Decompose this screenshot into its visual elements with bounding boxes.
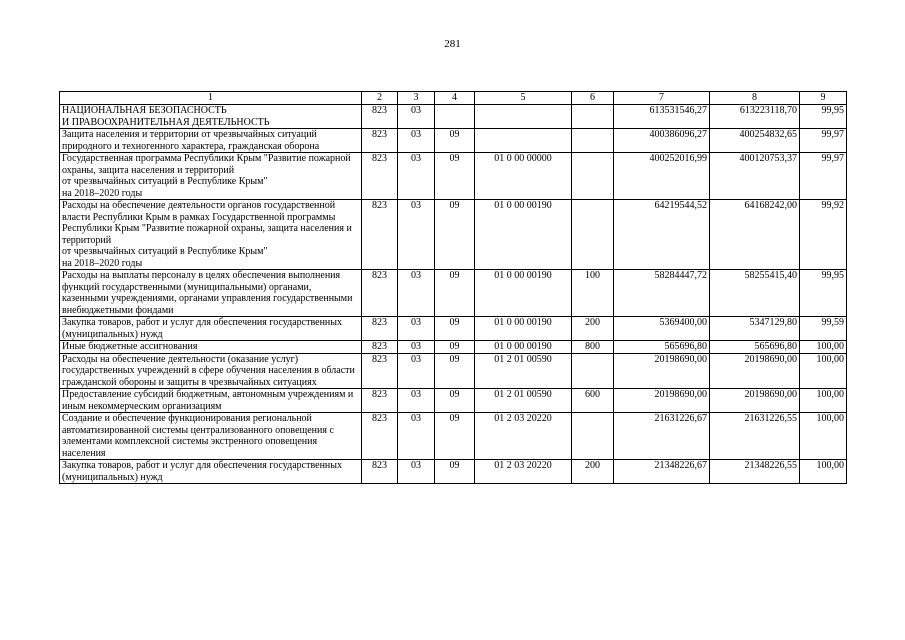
row-name-cell: Создание и обеспечение функционирования региональной автоматизированной системы централизованного оповещения с элементами комплексной системы экстренного оповещения населения [60,413,362,460]
chapter-code-cell: 823 [362,153,398,200]
row-name-cell: Закупка товаров, работ и услуг для обеспечения государственных (муниципальных) нужд [60,317,362,341]
subsection-code-cell: 09 [435,353,475,389]
table-row [60,413,847,460]
row-name-cell: Расходы на выплаты персоналу в целях обеспечения выполнения функций государственными (муниципальными) органами, казенными учреждениями, органами управления государственными внебюджетными фондами [60,270,362,317]
execution-percent-cell: 100,00 [800,460,847,484]
target-article-cell [475,105,572,129]
executed-amount-cell: 64168242,00 [710,200,800,270]
expense-type-cell: 800 [572,341,614,354]
table-row [60,389,847,413]
subsection-code-cell: 09 [435,270,475,317]
table-row [60,153,847,200]
executed-amount-cell: 565696,80 [710,341,800,354]
expense-type-cell: 100 [572,270,614,317]
row-name-cell: Государственная программа Республики Крым "Развитие пожарной охраны, защита населения и территорий от чрезвычайных ситуаций в Республике Крым" на 2018–2020 годы [60,153,362,200]
section-code-cell: 03 [398,353,435,389]
column-header: 5 [475,92,572,105]
target-article-cell: 01 2 01 00590 [475,389,572,413]
approved-amount-cell: 565696,80 [614,341,710,354]
chapter-code-cell: 823 [362,270,398,317]
expense-type-cell: 600 [572,389,614,413]
execution-percent-cell: 99,97 [800,129,847,153]
subsection-code-cell: 09 [435,200,475,270]
subsection-code-cell: 09 [435,153,475,200]
execution-percent-cell: 99,95 [800,105,847,129]
execution-percent-cell: 100,00 [800,353,847,389]
subsection-code-cell: 09 [435,413,475,460]
column-header: 8 [710,92,800,105]
table-row [60,270,847,317]
target-article-cell: 01 2 01 00590 [475,353,572,389]
table-row [60,317,847,341]
expense-type-cell: 200 [572,460,614,484]
section-code-cell: 03 [398,129,435,153]
executed-amount-cell: 400254832,65 [710,129,800,153]
column-header: 1 [60,92,362,105]
row-name-cell: НАЦИОНАЛЬНАЯ БЕЗОПАСНОСТЬ И ПРАВООХРАНИТЕЛЬНАЯ ДЕЯТЕЛЬНОСТЬ [60,105,362,129]
chapter-code-cell: 823 [362,129,398,153]
table-row [60,105,847,129]
chapter-code-cell: 823 [362,353,398,389]
expense-type-cell: 200 [572,317,614,341]
executed-amount-cell: 613223118,70 [710,105,800,129]
row-name-cell: Расходы на обеспечение деятельности (оказание услуг) государственных учреждений в сфере обучения населения в области гражданской обороны и защиты в чрезвычайных ситуациях [60,353,362,389]
section-code-cell: 03 [398,389,435,413]
table-row [60,341,847,354]
page-number: 281 [444,38,461,50]
executed-amount-cell: 400120753,37 [710,153,800,200]
column-header: 9 [800,92,847,105]
approved-amount-cell: 613531546,27 [614,105,710,129]
subsection-code-cell: 09 [435,129,475,153]
approved-amount-cell: 400252016,99 [614,153,710,200]
target-article-cell [475,129,572,153]
approved-amount-cell: 64219544,52 [614,200,710,270]
approved-amount-cell: 20198690,00 [614,353,710,389]
expense-type-cell [572,153,614,200]
section-code-cell: 03 [398,270,435,317]
row-name-cell: Расходы на обеспечение деятельности органов государственной власти Республики Крым в рамках Государственной программы Республики Крым "Развитие пожарной охраны, защита населения и территорий от чрезвычайных ситуаций в Республике Крым" на 2018–2020 годы [60,200,362,270]
chapter-code-cell: 823 [362,460,398,484]
executed-amount-cell: 20198690,00 [710,353,800,389]
expense-type-cell [572,413,614,460]
column-header: 7 [614,92,710,105]
section-code-cell: 03 [398,341,435,354]
execution-percent-cell: 100,00 [800,413,847,460]
target-article-cell: 01 0 00 00190 [475,317,572,341]
column-header: 2 [362,92,398,105]
column-header: 3 [398,92,435,105]
target-article-cell: 01 0 00 00190 [475,341,572,354]
section-code-cell: 03 [398,413,435,460]
chapter-code-cell: 823 [362,413,398,460]
budget-table [59,91,847,484]
table-row [60,200,847,270]
section-code-cell: 03 [398,153,435,200]
column-header: 4 [435,92,475,105]
chapter-code-cell: 823 [362,341,398,354]
table-row [60,460,847,484]
execution-percent-cell: 100,00 [800,341,847,354]
approved-amount-cell: 400386096,27 [614,129,710,153]
table-row [60,129,847,153]
expense-type-cell [572,105,614,129]
target-article-cell: 01 2 03 20220 [475,460,572,484]
section-code-cell: 03 [398,200,435,270]
table-body [60,105,847,484]
subsection-code-cell: 09 [435,460,475,484]
approved-amount-cell: 58284447,72 [614,270,710,317]
section-code-cell: 03 [398,105,435,129]
row-name-cell: Закупка товаров, работ и услуг для обеспечения государственных (муниципальных) нужд [60,460,362,484]
chapter-code-cell: 823 [362,389,398,413]
approved-amount-cell: 21631226,67 [614,413,710,460]
target-article-cell: 01 0 00 00190 [475,270,572,317]
approved-amount-cell: 5369400,00 [614,317,710,341]
subsection-code-cell: 09 [435,317,475,341]
execution-percent-cell: 100,00 [800,389,847,413]
execution-percent-cell: 99,95 [800,270,847,317]
executed-amount-cell: 20198690,00 [710,389,800,413]
execution-percent-cell: 99,92 [800,200,847,270]
expense-type-cell [572,200,614,270]
subsection-code-cell: 09 [435,389,475,413]
executed-amount-cell: 21348226,55 [710,460,800,484]
header-row [60,92,847,105]
execution-percent-cell: 99,59 [800,317,847,341]
row-name-cell: Защита населения и территории от чрезвычайных ситуаций природного и техногенного характера, гражданская оборона [60,129,362,153]
executed-amount-cell: 58255415,40 [710,270,800,317]
row-name-cell: Иные бюджетные ассигнования [60,341,362,354]
expense-type-cell [572,129,614,153]
subsection-code-cell: 09 [435,341,475,354]
executed-amount-cell: 5347129,80 [710,317,800,341]
chapter-code-cell: 823 [362,200,398,270]
row-name-cell: Предоставление субсидий бюджетным, автономным учреждениям и иным некоммерческим организациям [60,389,362,413]
expense-type-cell [572,353,614,389]
approved-amount-cell: 20198690,00 [614,389,710,413]
target-article-cell: 01 0 00 00190 [475,200,572,270]
section-code-cell: 03 [398,460,435,484]
section-code-cell: 03 [398,317,435,341]
chapter-code-cell: 823 [362,317,398,341]
execution-percent-cell: 99,97 [800,153,847,200]
approved-amount-cell: 21348226,67 [614,460,710,484]
column-header: 6 [572,92,614,105]
chapter-code-cell: 823 [362,105,398,129]
table-row [60,353,847,389]
executed-amount-cell: 21631226,55 [710,413,800,460]
target-article-cell: 01 0 00 00000 [475,153,572,200]
subsection-code-cell [435,105,475,129]
target-article-cell: 01 2 03 20220 [475,413,572,460]
